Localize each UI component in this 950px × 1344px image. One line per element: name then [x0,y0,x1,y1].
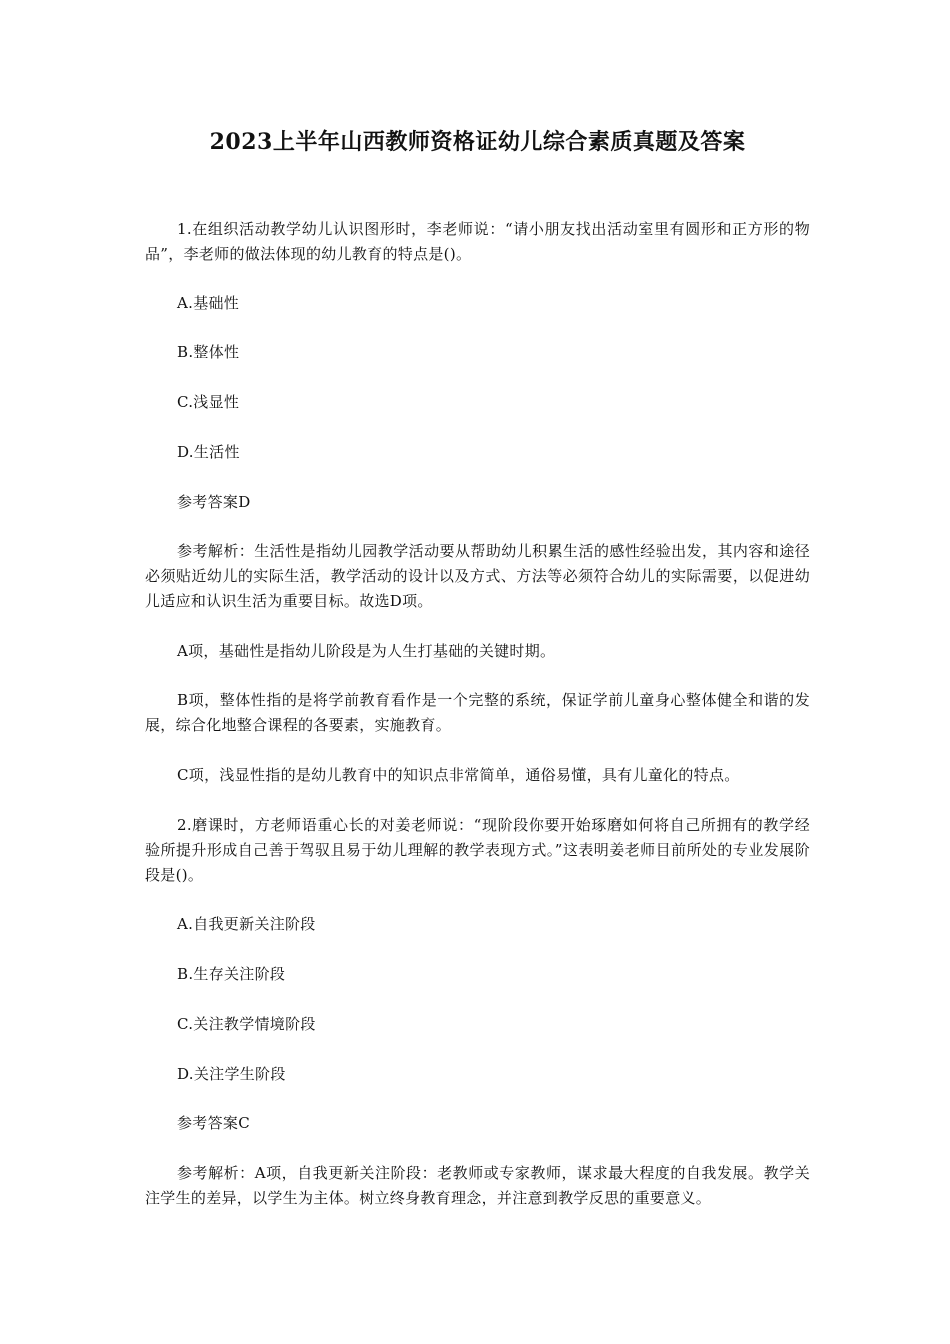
question-1-stem: 1.在组织活动教学幼儿认识图形时，李老师说：“请小朋友找出活动室里有圆形和正方形的物品”，李老师的做法体现的幼儿教育的特点是()。 [145,220,810,263]
question-1-option-a: A.基础性 [177,294,240,312]
question-2-option-d: D.关注学生阶段 [177,1065,286,1083]
question-1-option-c: C.浅显性 [177,393,240,411]
question-2-explanation: 参考解析：A项，自我更新关注阶段：老教师或专家教师，谋求最大程度的自我发展。教学关注学生的差异，以学生为主体。树立终身教育理念，并注意到教学反思的重要意义。 [145,1164,810,1207]
document-title: 2023上半年山西教师资格证幼儿综合素质真题及答案 [209,129,746,155]
question-1-note-b: B项，整体性指的是将学前教育看作是一个完整的系统，保证学前儿童身心整体健全和谐的发展，综合化地整合课程的各要素，实施教育。 [145,691,810,734]
question-1-option-b: B.整体性 [177,343,240,361]
question-2-option-b: B.生存关注阶段 [177,965,286,983]
question-2-answer: 参考答案C [177,1114,250,1132]
question-1-note-c: C项，浅显性指的是幼儿教育中的知识点非常简单，通俗易懂，具有儿童化的特点。 [177,766,740,784]
question-1-answer: 参考答案D [177,493,251,511]
question-1-option-d: D.生活性 [177,443,240,461]
question-1-explanation: 参考解析：生活性是指幼儿园教学活动要从帮助幼儿积累生活的感性经验出发，其内容和途径必须贴近幼儿的实际生活，教学活动的设计以及方式、方法等必须符合幼儿的实际需要，以促进幼儿适应和认识生活为重要目标。故选D项。 [145,542,810,610]
question-2-stem: 2.磨课时，方老师语重心长的对姜老师说：“现阶段你要开始琢磨如何将自己所拥有的教学经验所提升形成自己善于驾驭且易于幼儿理解的教学表现方式。”这表明姜老师目前所处的专业发展阶段是()。 [145,816,810,884]
question-1-note-a: A项，基础性是指幼儿阶段是为人生打基础的关键时期。 [177,642,556,660]
question-2-option-a: A.自我更新关注阶段 [177,915,316,933]
question-2-option-c: C.关注教学情境阶段 [177,1015,316,1033]
